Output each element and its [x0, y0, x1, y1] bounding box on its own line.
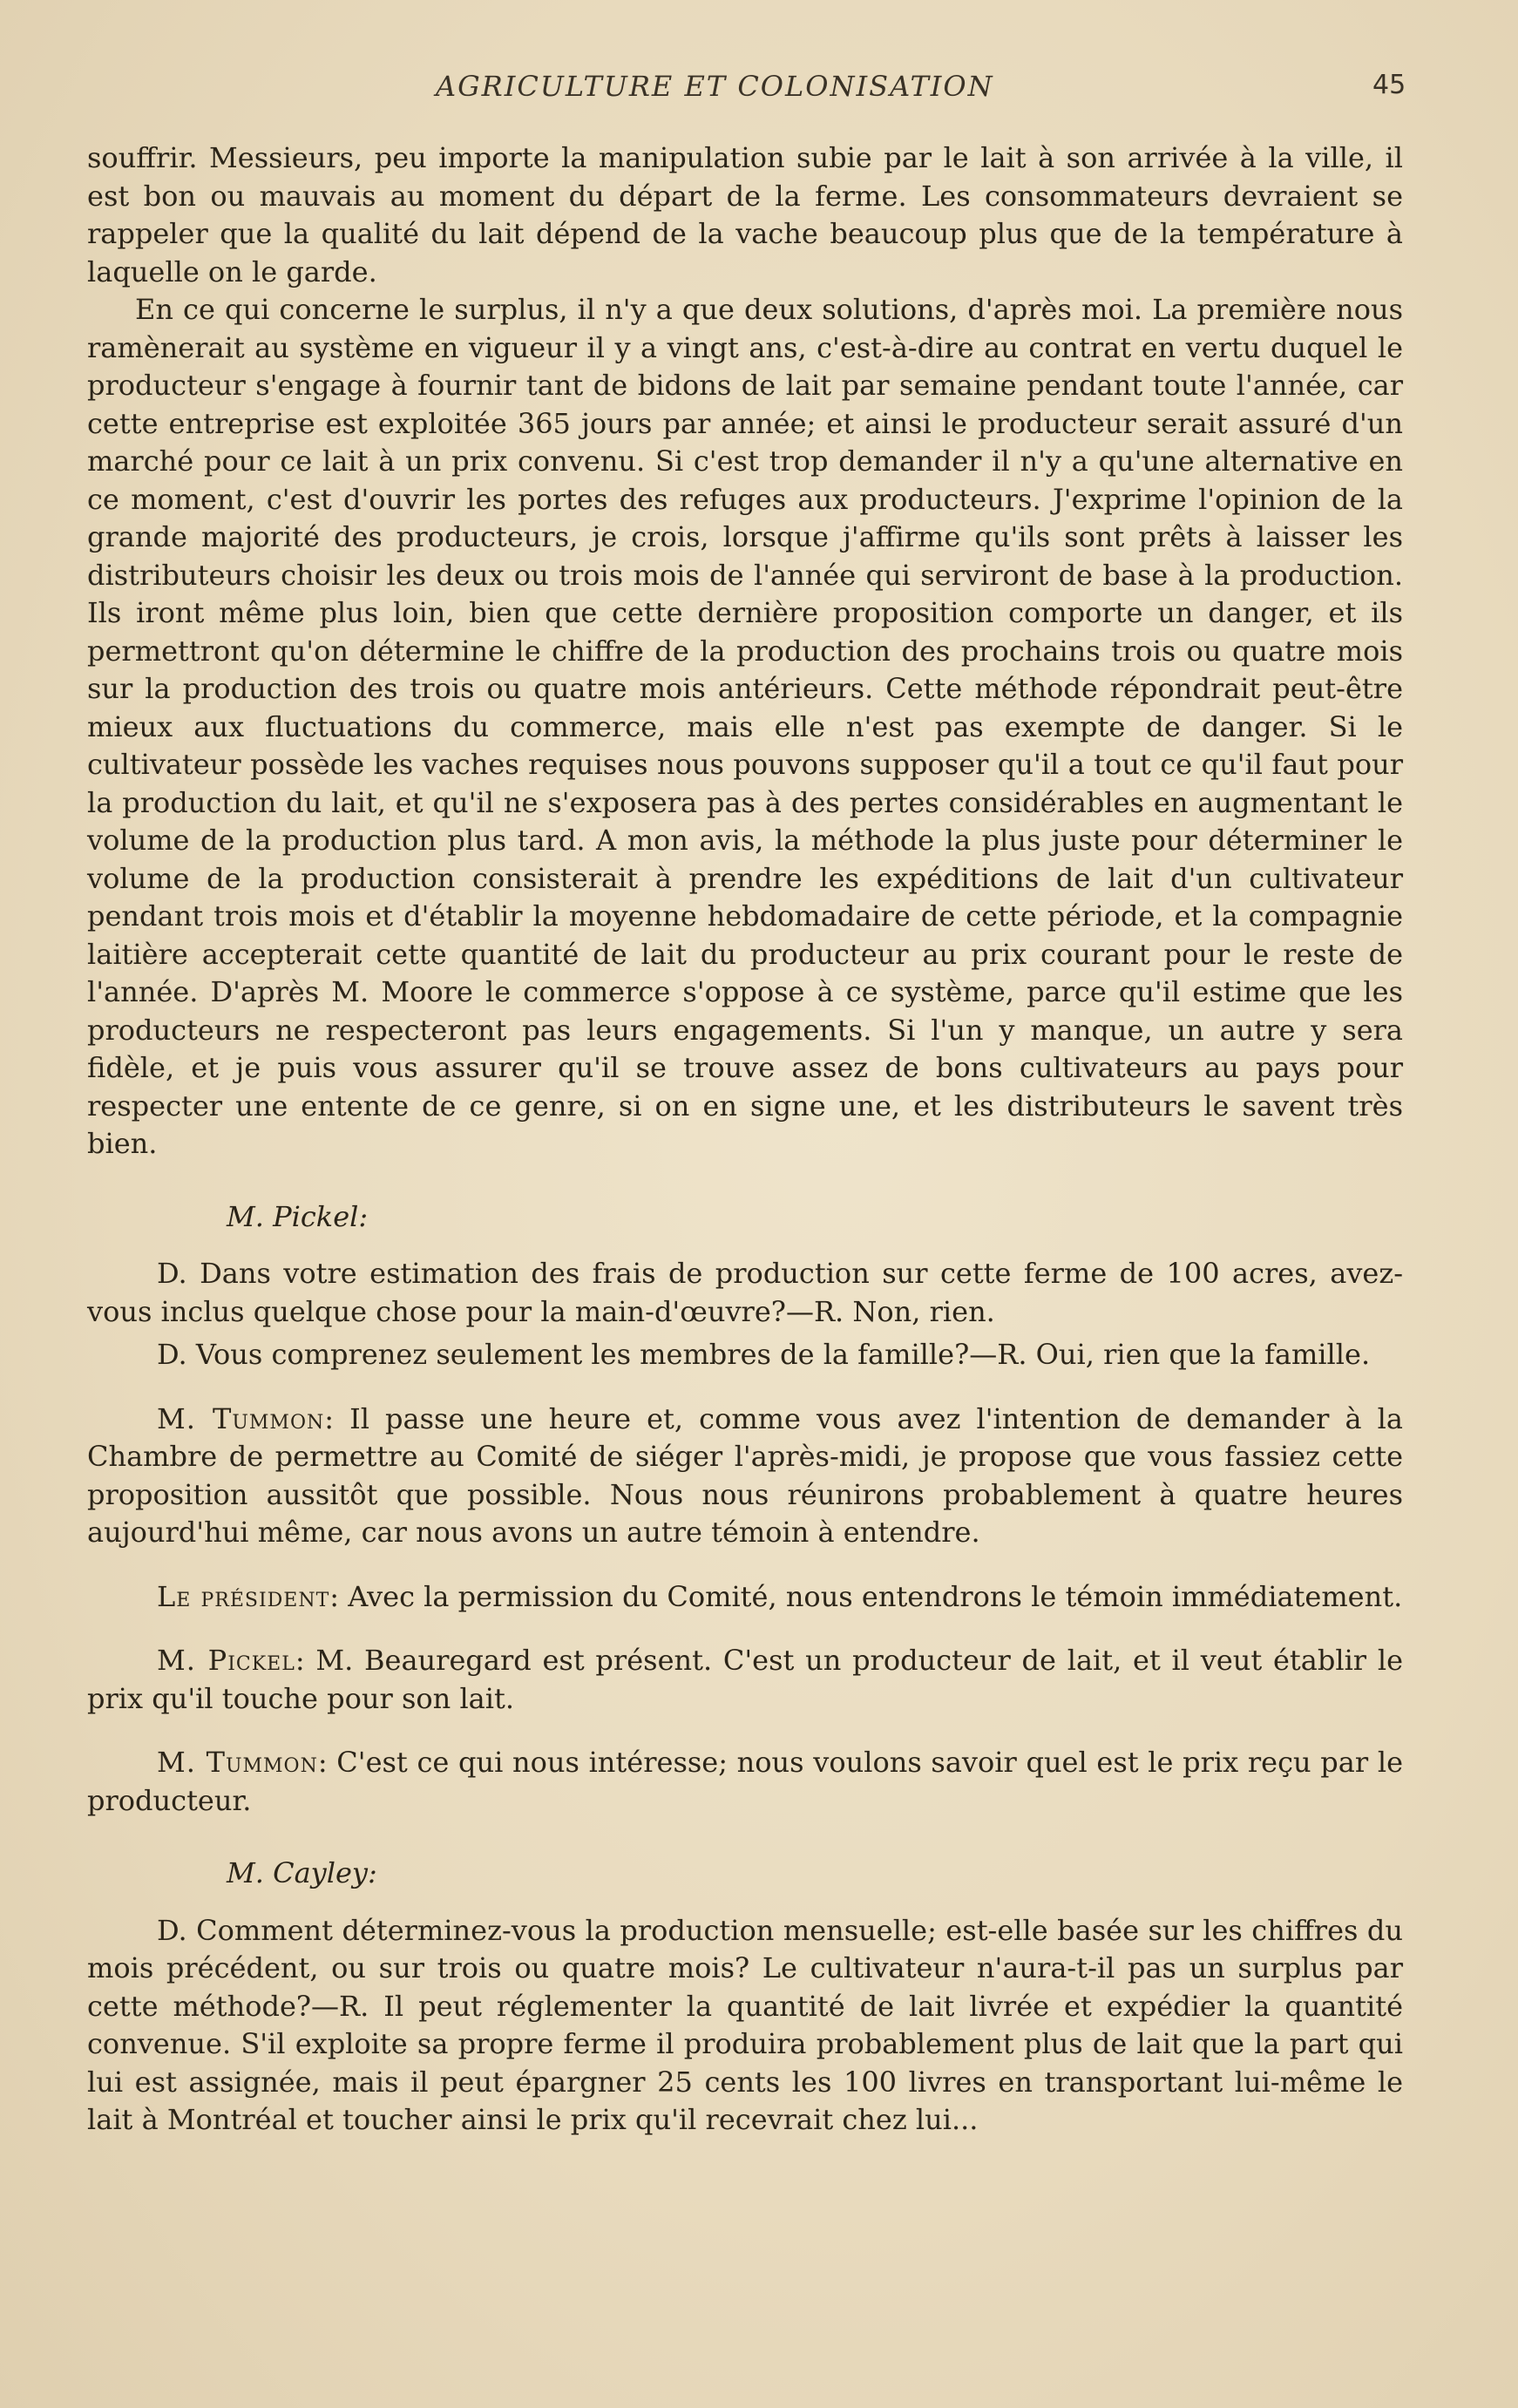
paragraph-1: souffrir. Messieurs, peu importe la manipulation subie par le lait à son arrivée à la ville, il est bon ou mauvais au moment du départ de la ferme. Les consommateurs devraient se rappeler que la qualité du lait dépend de la vache beaucoup plus que de la température à laquelle on le garde. [87, 141, 1403, 288]
speaker-pickel: M. Pickel: [227, 1199, 369, 1233]
cayley-question-1: D. Comment déterminez-vous la production mensuelle; est-elle basée sur les chiffres du mois précédent, ou sur trois ou quatre mois? Le cultivateur n'aura-t-il pas un surplus par cette méthode?—R. Il peut réglementer la quantité de lait livrée et expédier la quantité convenue. S'il exploite sa propre ferme il produira probablement plus de lait que la part qui lui est assignée, mais il peut épargner 25 cents les 100 livres en transportant lui-même le lait à Montréal et toucher ainsi le prix qu'il recevrait chez lui... [87, 1913, 1403, 2136]
speaker-name: M. Pickel [157, 1644, 295, 1677]
paragraph-2: En ce qui concerne le surplus, il n'y a que deux solutions, d'après moi. La première nous ramènerait au système en vigueur il y a vingt ans, c'est-à-dire au contrat en vertu duquel le producteur s'engage à fournir tant de bidons de lait par semaine pendant toute l'année, car cette entreprise est exploitée 365 jours par année; et ainsi le producteur serait assuré d'un marché pour ce lait à un prix convenu. Si c'est trop demander il n'y a qu'une alternative en ce moment, c'est d'ouvrir les portes des refuges aux producteurs. J'exprime l'opinion de la grande majorité des producteurs, je crois, lorsque j'affirme qu'ils sont prêts à laisser les distributeurs choisir les deux ou trois mois de l'année qui serviront de base à la production. Ils iront même plus loin, bien que cette dernière proposition comporte un danger, et ils permettront qu'on détermine le chiffre de la production des prochains trois ou quatre mois sur la production des trois ou quatre mois antérieurs. Cette méthode répondrait peut-être mieux aux fluctuations du commerce, mais elle n'est pas exempte de danger. Si le cultivateur possède les vaches requises nous pouvons supposer qu'il a tout ce qu'il faut pour la production du lait, et qu'il ne s'exposera pas à des pertes considérables en augmentant le volume de la production plus tard. A mon avis, la méthode la plus juste pour déterminer le volume de la production consisterait à prendre les expéditions de lait d'un cultivateur pendant trois mois et d'établir la moyenne hebdomadaire de cette période, et la compagnie laitière accepterait cette quantité de lait du producteur au prix courant pour le reste de l'année. D'après M. Moore le commerce s'oppose à ce système, parce qu'il estime que les producteurs ne respecteront pas leurs engagements. Si l'un y manque, un autre y sera fidèle, et je puis vous assurer qu'il se trouve assez de bons cultivateurs au pays pour respecter une entente de ce genre, si on en signe une, et les distributeurs le savent très bien. [87, 293, 1403, 1160]
page-number: 45 [1372, 70, 1406, 100]
page-body [87, 139, 1403, 2140]
tummon-statement-2 [87, 1744, 1403, 1820]
pickel-question-2: D. Vous comprenez seulement les membres de la famille?—R. Oui, rien que la famille. [157, 1338, 1371, 1371]
speaker-name: M. Tummon [157, 1746, 318, 1779]
pickel-statement [87, 1642, 1403, 1718]
running-title: AGRICULTURE ET COLONISATION [436, 70, 994, 103]
statement-text: : C'est ce qui nous intéresse; nous voulons savoir quel est le prix reçu par le producteur. [87, 1746, 1404, 1817]
speaker-cayley: M. Cayley: [227, 1856, 377, 1889]
speaker-name: M. Tummon [157, 1401, 325, 1435]
speaker-name: Le président [157, 1579, 330, 1613]
president-statement [87, 1578, 1403, 1617]
statement-text: : Il passe une heure et, comme vous avez l'intention de demander à la Chambre de permettre au Comité de siéger l'après-midi, je propose que vous fassiez cette proposition aussitôt que possible. Nous nous réunirons probablement à quatre heures aujourd'hui même, car nous avons un autre témoin à entendre. [87, 1401, 1403, 1549]
pickel-question-1: D. Dans votre estimation des frais de production sur cette ferme de 100 acres, avez-vous inclus quelque chose pour la main-d'œuvre?—R. Non, rien. [87, 1257, 1403, 1328]
statement-text: : Avec la permission du Comité, nous entendrons le témoin immédiatement. [329, 1579, 1403, 1613]
statement-text: : M. Beauregard est présent. C'est un producteur de lait, et il veut établir le prix qu'il touche pour son lait. [87, 1644, 1404, 1715]
tummon-statement-1 [87, 1401, 1403, 1552]
